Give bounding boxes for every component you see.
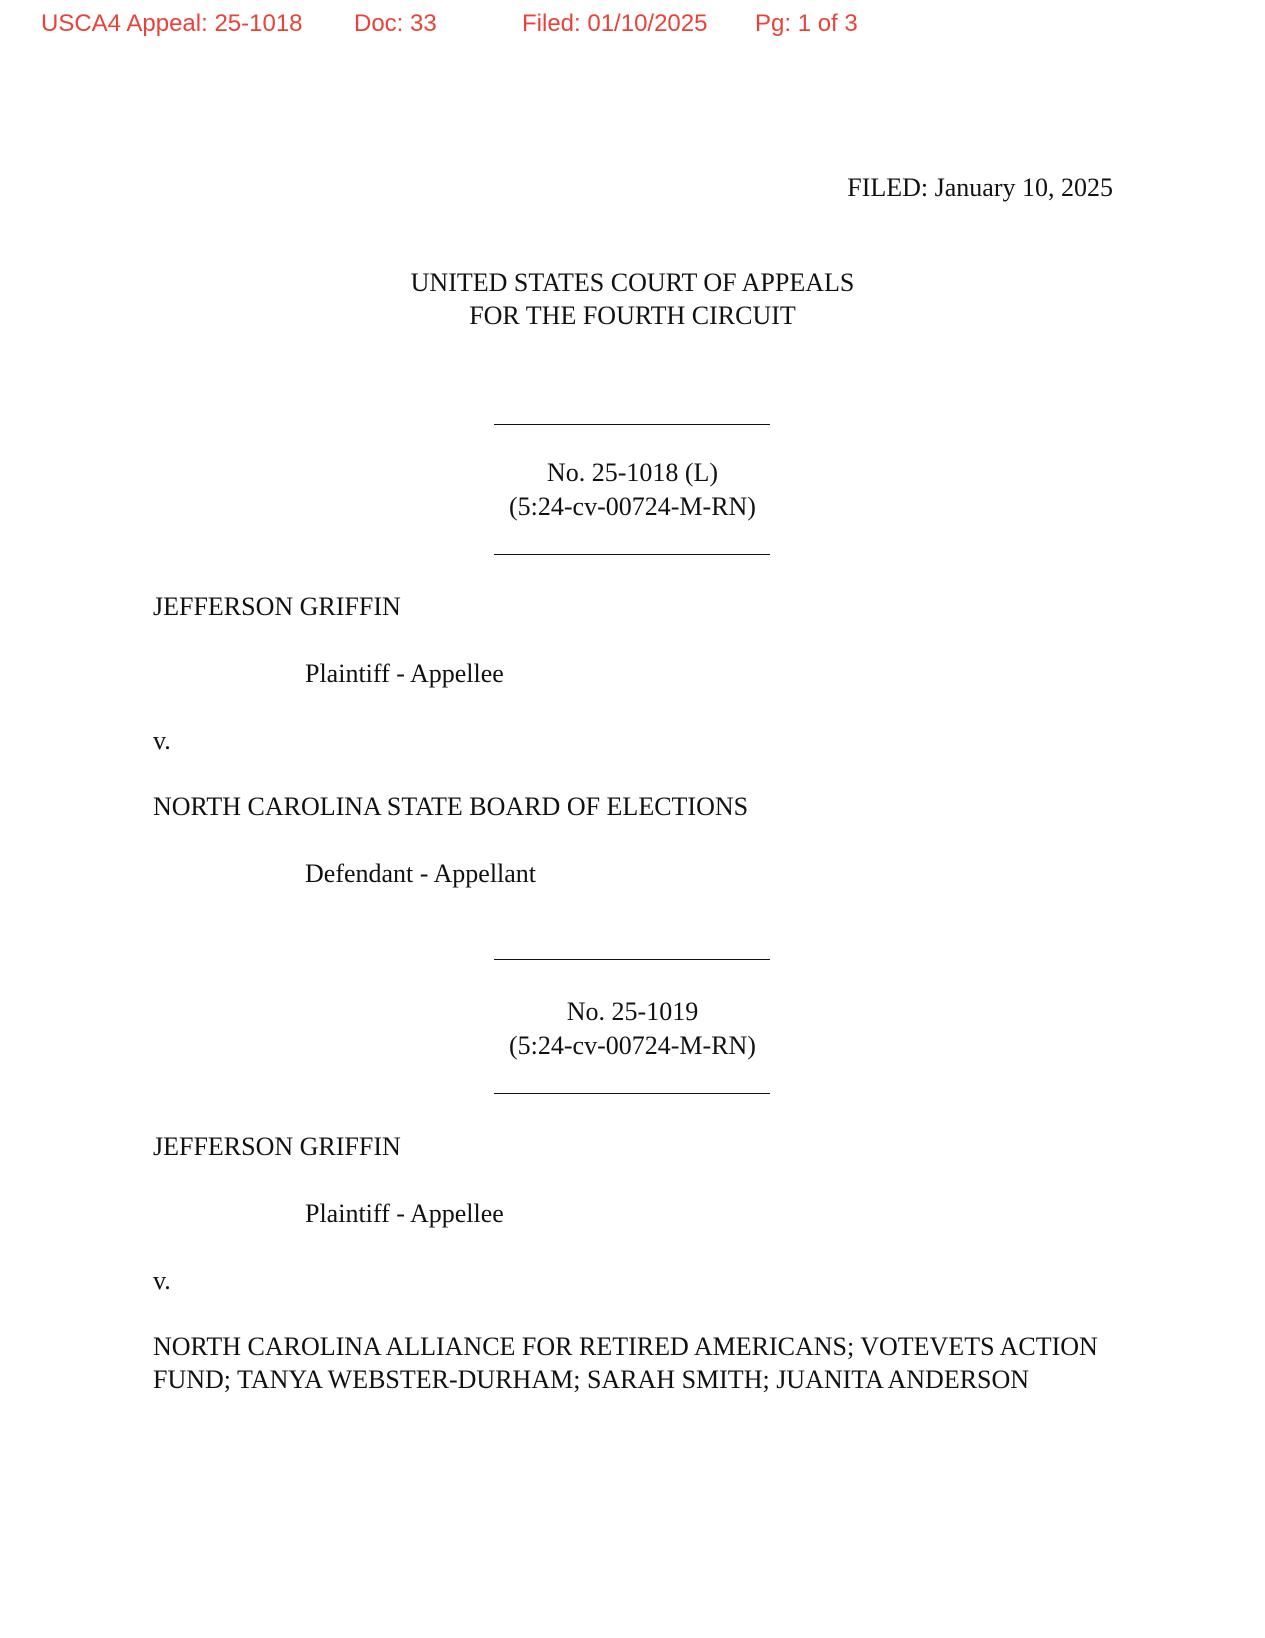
- court-name-line2: FOR THE FOURTH CIRCUIT: [469, 301, 796, 330]
- divider-rule: [494, 424, 770, 425]
- case-number: No. 25-1018 (L): [546, 458, 719, 487]
- party-role: Plaintiff - Appellee: [305, 1199, 504, 1228]
- versus: v.: [153, 726, 171, 755]
- stamp-appeal-number: USCA4 Appeal: 25-1018: [41, 10, 303, 37]
- versus: v.: [153, 1266, 171, 1295]
- party-role: Defendant - Appellant: [305, 859, 537, 888]
- filed-date: FILED: January 10, 2025: [847, 173, 1113, 202]
- stamp-page-count: Pg: 1 of 3: [755, 10, 858, 37]
- court-name-line1: UNITED STATES COURT OF APPEALS: [410, 268, 855, 297]
- district-case-number: (5:24-cv-00724-M-RN): [509, 492, 756, 521]
- party-plaintiff: JEFFERSON GRIFFIN: [153, 1132, 401, 1161]
- case-number: No. 25-1019: [566, 997, 699, 1026]
- party-role: Plaintiff - Appellee: [305, 659, 504, 688]
- divider-rule: [494, 959, 770, 960]
- divider-rule: [494, 554, 770, 555]
- party-defendant: NORTH CAROLINA STATE BOARD OF ELECTIONS: [153, 792, 749, 821]
- party-defendants: NORTH CAROLINA ALLIANCE FOR RETIRED AMERICANS; VOTEVETS ACTION FUND; TANYA WEBSTER-DURHAM; SARAH SMITH; JUANITA ANDERSON: [153, 1332, 1098, 1394]
- stamp-doc-number: Doc: 33: [354, 10, 437, 37]
- stamp-filed-date: Filed: 01/10/2025: [522, 10, 708, 37]
- party-plaintiff: JEFFERSON GRIFFIN: [153, 592, 401, 621]
- district-case-number: (5:24-cv-00724-M-RN): [509, 1031, 756, 1060]
- divider-rule: [494, 1093, 770, 1094]
